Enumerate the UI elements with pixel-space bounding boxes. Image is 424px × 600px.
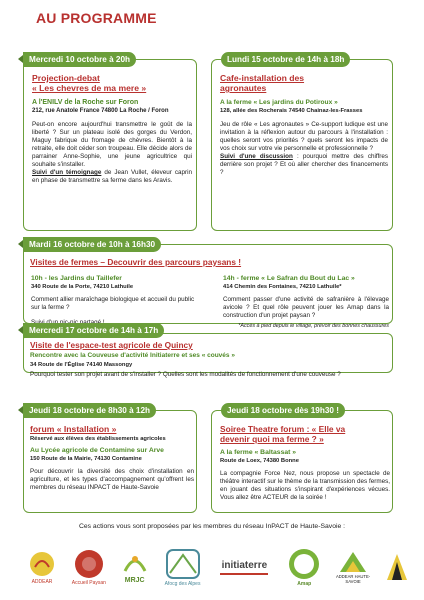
discussion-text: : pourquoi mettre des chiffres derrière son projet ? Et où aller chercher des financements ? [220, 153, 389, 176]
page-title: AU PROGRAMME [36, 10, 157, 26]
event-title-line2: « Les chevres de ma mere » [32, 83, 147, 93]
event-date-badge: Lundi 15 octobre de 14h à 18h [221, 52, 350, 67]
discussion-label: Suivi d'une discussion [220, 153, 293, 160]
event-card-theatre [211, 410, 393, 513]
event-card-test-space [23, 333, 393, 378]
event-address: 34 Route de l'Église 74140 Massongy [30, 362, 133, 368]
event-title: Cafe-installation des [220, 73, 305, 83]
visit-right-place: 14h - ferme « Le Safran du Bout du Lac » [223, 275, 355, 282]
event-description: Pour découvrir la diversité des choix d'installation en agriculture, et les types d'accompagnement qu'offrent les membres du réseau INPACT de Haute-Savoie [30, 468, 194, 491]
event-description: Pourquoi tester son projet avant de s'installer ? Quelles sont les modalités de fonctionnement d'une couveuse ? [30, 371, 341, 378]
initiaterre-logo: initiaterre [213, 560, 275, 575]
event-place: Au Lycée agricole de Contamine sur Arve [30, 447, 164, 454]
event-date-badge: Mardi 16 octobre de 10h à 16h30 [23, 237, 161, 252]
event-subtitle: Rencontre avec la Couveuse d'activité Initiaterre et ses « couvés » [30, 352, 235, 359]
event-address: 150 Route de la Mairie, 74130 Contamine [30, 456, 142, 462]
partners-caption: Ces actions vous sont proposées par les membres du réseau InPACT de Haute-Savoie : [78, 523, 346, 530]
testimony-label: Suivi d'un témoignage [32, 169, 102, 176]
visit-footnote: *Accès à pied depuis le village, prévoir des bonnes chaussures [238, 322, 389, 329]
event-title-line2: devenir quoi ma ferme ? » [220, 434, 324, 444]
testimony-text: de Jean Vullet, éleveur caprin en phase de transmettre sa ferme dans les Aravis. [32, 169, 193, 184]
accueil-paysan-logo: Accueil Paysan [71, 548, 107, 586]
visit-right-description: Comment passer d'une activité de safranière à l'élevage avicole ? Et quel rôle peuvent jouer les Amap dans la construction d'un projet paysan ? [223, 296, 389, 320]
event-date-badge: Mercredi 10 octobre à 20h [23, 52, 136, 67]
event-title: Visite de l'espace-test agricole de Quincy [30, 340, 193, 350]
event-address: Route de Loex, 74380 Bonne [220, 458, 299, 464]
visit-left-address: 340 Route de la Porte, 74210 Lathuile [31, 284, 134, 290]
amap-logo: Amap [286, 547, 322, 587]
terre-de-liens-logo [384, 552, 410, 582]
event-description: Jeu de rôle « Les agronautes » Ce-support ludique est une invitation à la réflexion autour du parcours à l'installation : quelles seront vos priorités ? quels seront les impacts de vos choix sur votre vie personnelle et professionnelle ? [220, 121, 388, 152]
visit-left-place: 10h - les Jardins du Taillefer [31, 275, 122, 282]
event-title: Visites de fermes – Decouvrir des parcours paysans ! [30, 257, 242, 267]
addear-hs-logo: ADDEAR HAUTE-SAVOIE [333, 550, 373, 584]
partner-logos [24, 540, 410, 594]
event-description: Peut-on encore aujourd'hui transmettre le goût de la liberté ? Sur un plateau isolé des gorges du Verdon, Maguy fabrique du fromage de chèvres. Bientôt à la retraite, elle doit céder son troupeau. Elle décide alors de parrainer Anne-Sophie, une jeune agricultrice qui souhaite s'installer. [32, 121, 192, 168]
event-title: Projection-debat [32, 73, 100, 83]
event-place: A l'ENILV de la Roche sur Foron [32, 99, 139, 106]
event-place: A la ferme « Les jardins du Potiroux » [220, 99, 338, 106]
event-card-cafe [211, 59, 393, 231]
event-discussion [220, 153, 388, 177]
event-address: 212, rue Anatole France 74800 La Roche / Foron [32, 108, 169, 114]
visit-right-address: 414 Chemin des Fontaines, 74210 Lathuile* [223, 284, 342, 290]
event-description: La compagnie Force Nez, nous propose un spectacle de théâtre interactif sur le thème de la transmission des fermes, en jouant des situations s'inspirant d'expériences vécues. Vous allez être ACTEUR de la soirée ! [220, 470, 390, 501]
event-place: A la ferme « Baltassat » [220, 449, 297, 456]
event-date-badge: Mercredi 17 octobre de 14h à 17h [23, 323, 164, 338]
event-reserved: Réservé aux élèves des établissements agricoles [30, 436, 166, 442]
visit-left-description: Comment allier maraîchage biologique et accueil du public sur la ferme ? [31, 296, 195, 312]
event-card-projection [23, 59, 197, 231]
event-date-badge: Jeudi 18 octobre de 8h30 à 12h [23, 403, 156, 418]
addear-logo: ADDEAR [24, 549, 60, 585]
mrjc-logo: MRJC [118, 551, 152, 584]
event-card-visits [23, 244, 393, 329]
event-date-badge: Jeudi 18 octobre dès 19h30 ! [221, 403, 345, 418]
afocg-logo: Afocg des Alpes [163, 547, 203, 587]
event-title: forum « Installation » [30, 424, 117, 434]
event-testimony [32, 169, 192, 185]
event-address: 128, allée des Rocherais 74540 Chainaz-les-Frasses [220, 108, 363, 114]
event-title-line2: agronautes [220, 83, 267, 93]
event-title: Soiree Theatre forum : « Elle va [220, 424, 346, 434]
event-card-forum [23, 410, 197, 513]
